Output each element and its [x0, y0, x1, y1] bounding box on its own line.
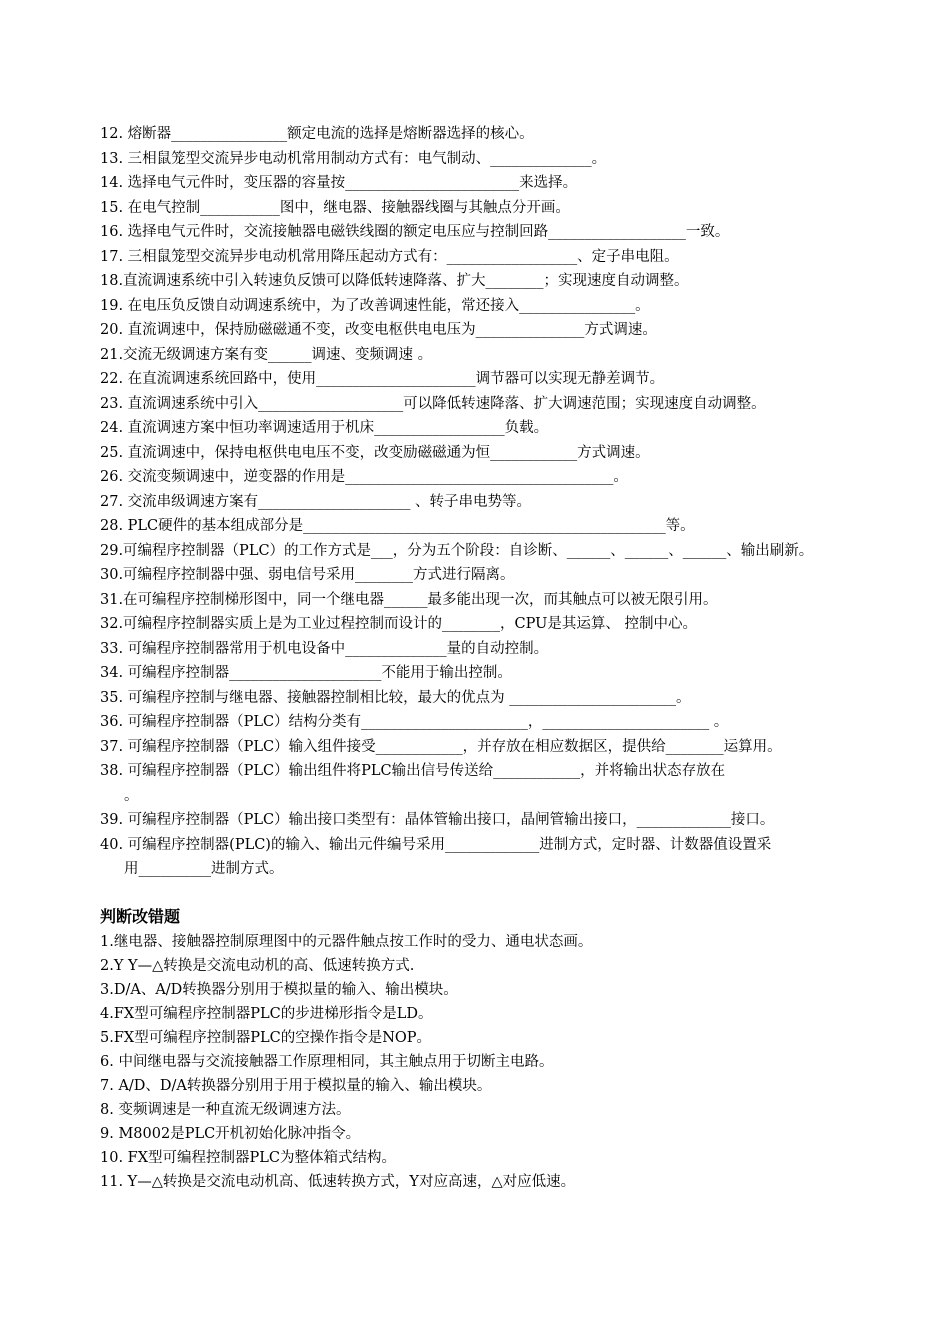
tf-question-1: 1.继电器、接触器控制原理图中的元器件触点按工作时的受力、通电状态画。: [100, 933, 593, 950]
question-31: 31.在可编程序控制梯形图中，同一个继电器______最多能出现一次，而其触点可以被无限引用。: [100, 591, 718, 608]
question-27: 27. 交流串级调速方案有_____________________ 、转子串电势等。: [100, 493, 532, 510]
question-18: 18.直流调速系统中引入转速负反馈可以降低转速降落、扩大________；实现速度自动调整。: [100, 273, 689, 289]
question-34: 34. 可编程序控制器_____________________不能用于输出控制。: [100, 665, 512, 681]
tf-question-3: 3.D/A、A/D转换器分别用于模拟量的输入、输出模块。: [100, 981, 458, 998]
question-sheet: [100, 122, 860, 1194]
question-13: 13. 三相鼠笼型交流异步电动机常用制动方式有：电气制动、______________。: [100, 150, 607, 167]
tf-question-5: 5.FX型可编程序控制器PLC的空操作指令是NOP。: [100, 1029, 432, 1046]
question-30: 30.可编程序控制器中强、弱电信号采用________方式进行隔离。: [100, 567, 515, 583]
question-21: 21.交流无级调速方案有变______调速、变频调速 。: [100, 346, 433, 363]
question-20: 20. 直流调速中，保持励磁磁通不变，改变电枢供电电压为_______________方式调速。: [100, 322, 657, 338]
question-19: 19. 在电压负反馈自动调速系统中，为了改善调速性能，常还接入________________。: [100, 297, 650, 314]
tf-question-9: 9. M8002是PLC开机初始化脉冲指令。: [100, 1125, 361, 1142]
question-36: 36. 可编程序控制器（PLC）结构分类有_______________________，_______________________ 。: [100, 714, 729, 730]
question-14: 14. 选择电气元件时，变压器的容量按________________________来选择。: [100, 175, 578, 191]
question-39: 39. 可编程序控制器（PLC）输出接口类型有：晶体管输出接口，晶闸管输出接口，_____________接口。: [100, 812, 775, 828]
tf-question-4: 4.FX型可编程序控制器PLC的步进梯形指令是LD。: [100, 1005, 433, 1022]
question-25: 25. 直流调速中，保持电枢供电电压不变，改变励磁磁通为恒____________方式调速。: [100, 444, 650, 461]
tf-question-11: 11. Y—△转换是交流电动机高、低速转换方式，Y对应高速，△对应低速。: [100, 1173, 576, 1190]
tf-question-7: 7. A/D、D/A转换器分别用于用于模拟量的输入、输出模块。: [100, 1077, 492, 1094]
question-29: 29.可编程序控制器（PLC）的工作方式是___，分为五个阶段：自诊断、______、______、______、输出刷新。: [100, 542, 814, 559]
tf-question-2: 2.Y Y—△转换是交流电动机的高、低速转换方式.: [100, 957, 415, 974]
question-26: 26. 交流变频调速中，逆变器的作用是_____________________________________。: [100, 469, 628, 485]
tf-question-6: 6. 中间继电器与交流接触器工作原理相同，其主触点用于切断主电路。: [100, 1053, 554, 1070]
question-24: 24. 直流调速方案中恒功率调速适用于机床__________________负载。: [100, 420, 549, 436]
question-16: 16. 选择电气元件时，交流接触器电磁铁线圈的额定电压应与控制回路___________________一致。: [100, 224, 730, 240]
question-40-continuation: 用__________进制方式。: [124, 861, 284, 877]
question-17: 17. 三相鼠笼型交流异步电动机常用降压起动方式有：__________________、定子串电阻。: [100, 248, 679, 265]
question-37: 37. 可编程序控制器（PLC）输入组件接受____________，并存放在相应数据区，提供给________运算用。: [100, 738, 782, 755]
question-12: 12. 熔断器________________额定电流的选择是熔断器选择的核心。: [100, 126, 534, 142]
question-40: 40. 可编程序控制器(PLC)的输入、输出元件编号采用_____________进制方式，定时器、计数器值设置采: [100, 836, 772, 853]
question-35: 35. 可编程序控制与继电器、接触器控制相比较，最大的优点为 _______________________。: [100, 689, 691, 706]
tf-question-8: 8. 变频调速是一种直流无级调速方法。: [100, 1101, 351, 1118]
question-38-continuation: 。: [124, 787, 139, 804]
question-15: 15. 在电气控制___________图中，继电器、接触器线圈与其触点分开画。: [100, 199, 570, 216]
question-38: 38. 可编程序控制器（PLC）输出组件将PLC输出信号传送给____________，并将输出状态存放在: [100, 763, 726, 779]
section-heading: 判断改错题: [100, 906, 181, 926]
section-spacer: [100, 882, 860, 904]
question-23: 23. 直流调速系统中引入____________________可以降低转速降落、扩大调速范围；实现速度自动调整。: [100, 395, 766, 412]
question-32: 32.可编程序控制器实质上是为工业过程控制而设计的________，CPU是其运算、 控制中心。: [100, 616, 697, 632]
question-33: 33. 可编程序控制器常用于机电设备中______________量的自动控制。: [100, 640, 549, 657]
question-22: 22. 在直流调速系统回路中，使用______________________调节器可以实现无静差调节。: [100, 371, 665, 387]
question-28: 28. PLC硬件的基本组成部分是__________________________________________________等。: [100, 518, 695, 534]
tf-question-10: 10. FX型可编程控制器PLC为整体箱式结构。: [100, 1149, 397, 1166]
